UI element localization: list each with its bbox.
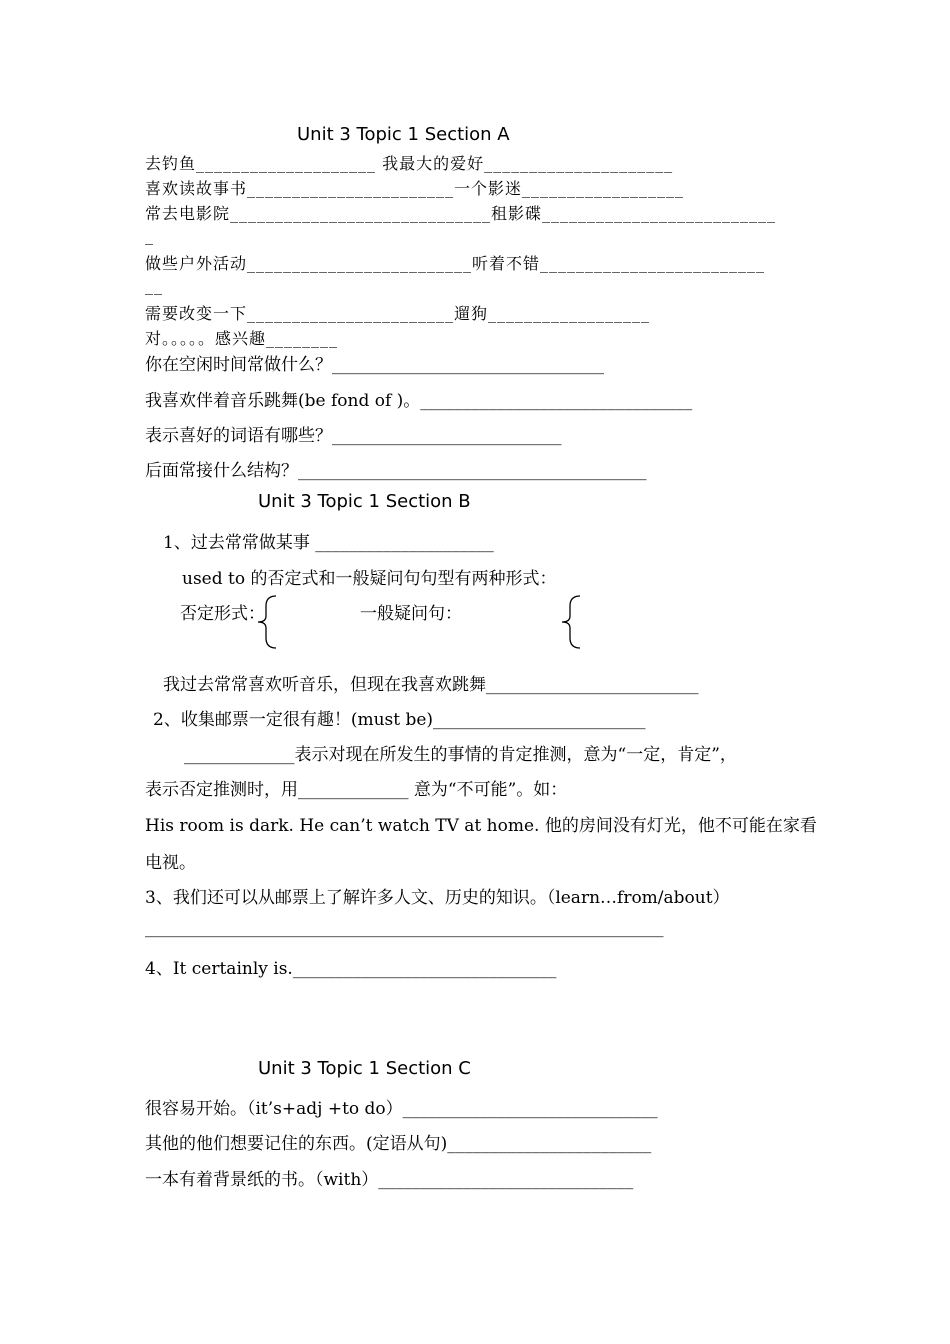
must-note: _____________表示对现在所发生的事情的肯定推测，意为“一定，肯定”， bbox=[184, 745, 737, 765]
section-c-line: 一本有着背景纸的书。（with）______________________________ bbox=[145, 1170, 634, 1190]
section-b-heading: Unit 3 Topic 1 Section B bbox=[258, 491, 471, 512]
section-a-heading: Unit 3 Topic 1 Section A bbox=[297, 124, 510, 145]
section-a-line: _ bbox=[145, 226, 154, 245]
section-b-item-1: 1、过去常常做某事 _____________________ bbox=[163, 533, 494, 553]
example-sentence: 电视。 bbox=[145, 853, 196, 873]
answer-blank: _____________________________________________________________ bbox=[145, 918, 664, 938]
example-sentence: His room is dark. He can’t watch TV at home. 他的房间没有灯光，他不可能在家看 bbox=[145, 816, 817, 836]
section-c-heading: Unit 3 Topic 1 Section C bbox=[258, 1058, 471, 1079]
must-note: 表示否定推测时，用_____________ 意为“不可能”。如： bbox=[145, 780, 568, 800]
section-a-line: 对。。。。。感兴趣________ bbox=[145, 329, 339, 348]
section-b-item-3: 3、我们还可以从邮票上了解许多人文、历史的知识。（learn…from/about） bbox=[145, 888, 730, 908]
section-c-line: 其他的他们想要记住的东西。(定语从句)________________________ bbox=[145, 1134, 652, 1154]
section-a-line: 喜欢读故事书_______________________一个影迷__________________ bbox=[145, 179, 685, 198]
section-a-line: 做些户外活动_________________________听着不错_________________________ bbox=[145, 254, 766, 273]
section-a-line: 常去电影院_____________________________租影碟__________________________ bbox=[145, 204, 777, 223]
left-brace-icon bbox=[254, 594, 280, 650]
section-a-line: 后面常接什么结构？_________________________________________ bbox=[145, 461, 647, 481]
section-a-line: 我喜欢伴着音乐跳舞(be fond of )。________________________________ bbox=[145, 391, 693, 411]
example-sentence: 我过去常常喜欢听音乐，但现在我喜欢跳舞_________________________ bbox=[163, 675, 699, 695]
question-form-label: 一般疑问句： bbox=[360, 604, 462, 624]
section-c-line: 很容易开始。（it’s+adj +to do）______________________________ bbox=[145, 1099, 658, 1119]
section-b-item-2: 2、收集邮票一定很有趣！(must be)_________________________ bbox=[153, 710, 646, 730]
left-brace-icon bbox=[558, 594, 584, 650]
section-a-line: 表示喜好的词语有哪些？___________________________ bbox=[145, 426, 562, 446]
section-a-line: 需要改变一下_______________________遛狗__________________ bbox=[145, 304, 651, 323]
used-to-note: used to 的否定式和一般疑问句句型有两种形式： bbox=[182, 569, 557, 589]
section-a-line: __ bbox=[145, 276, 163, 295]
negative-form-label: 否定形式： bbox=[180, 604, 265, 624]
section-a-line: 你在空闲时间常做什么？________________________________ bbox=[145, 355, 604, 375]
section-a-line: 去钓鱼____________________ 我最大的爱好_____________________ bbox=[145, 154, 674, 173]
section-b-item-4: 4、It certainly is._______________________________ bbox=[145, 959, 557, 979]
